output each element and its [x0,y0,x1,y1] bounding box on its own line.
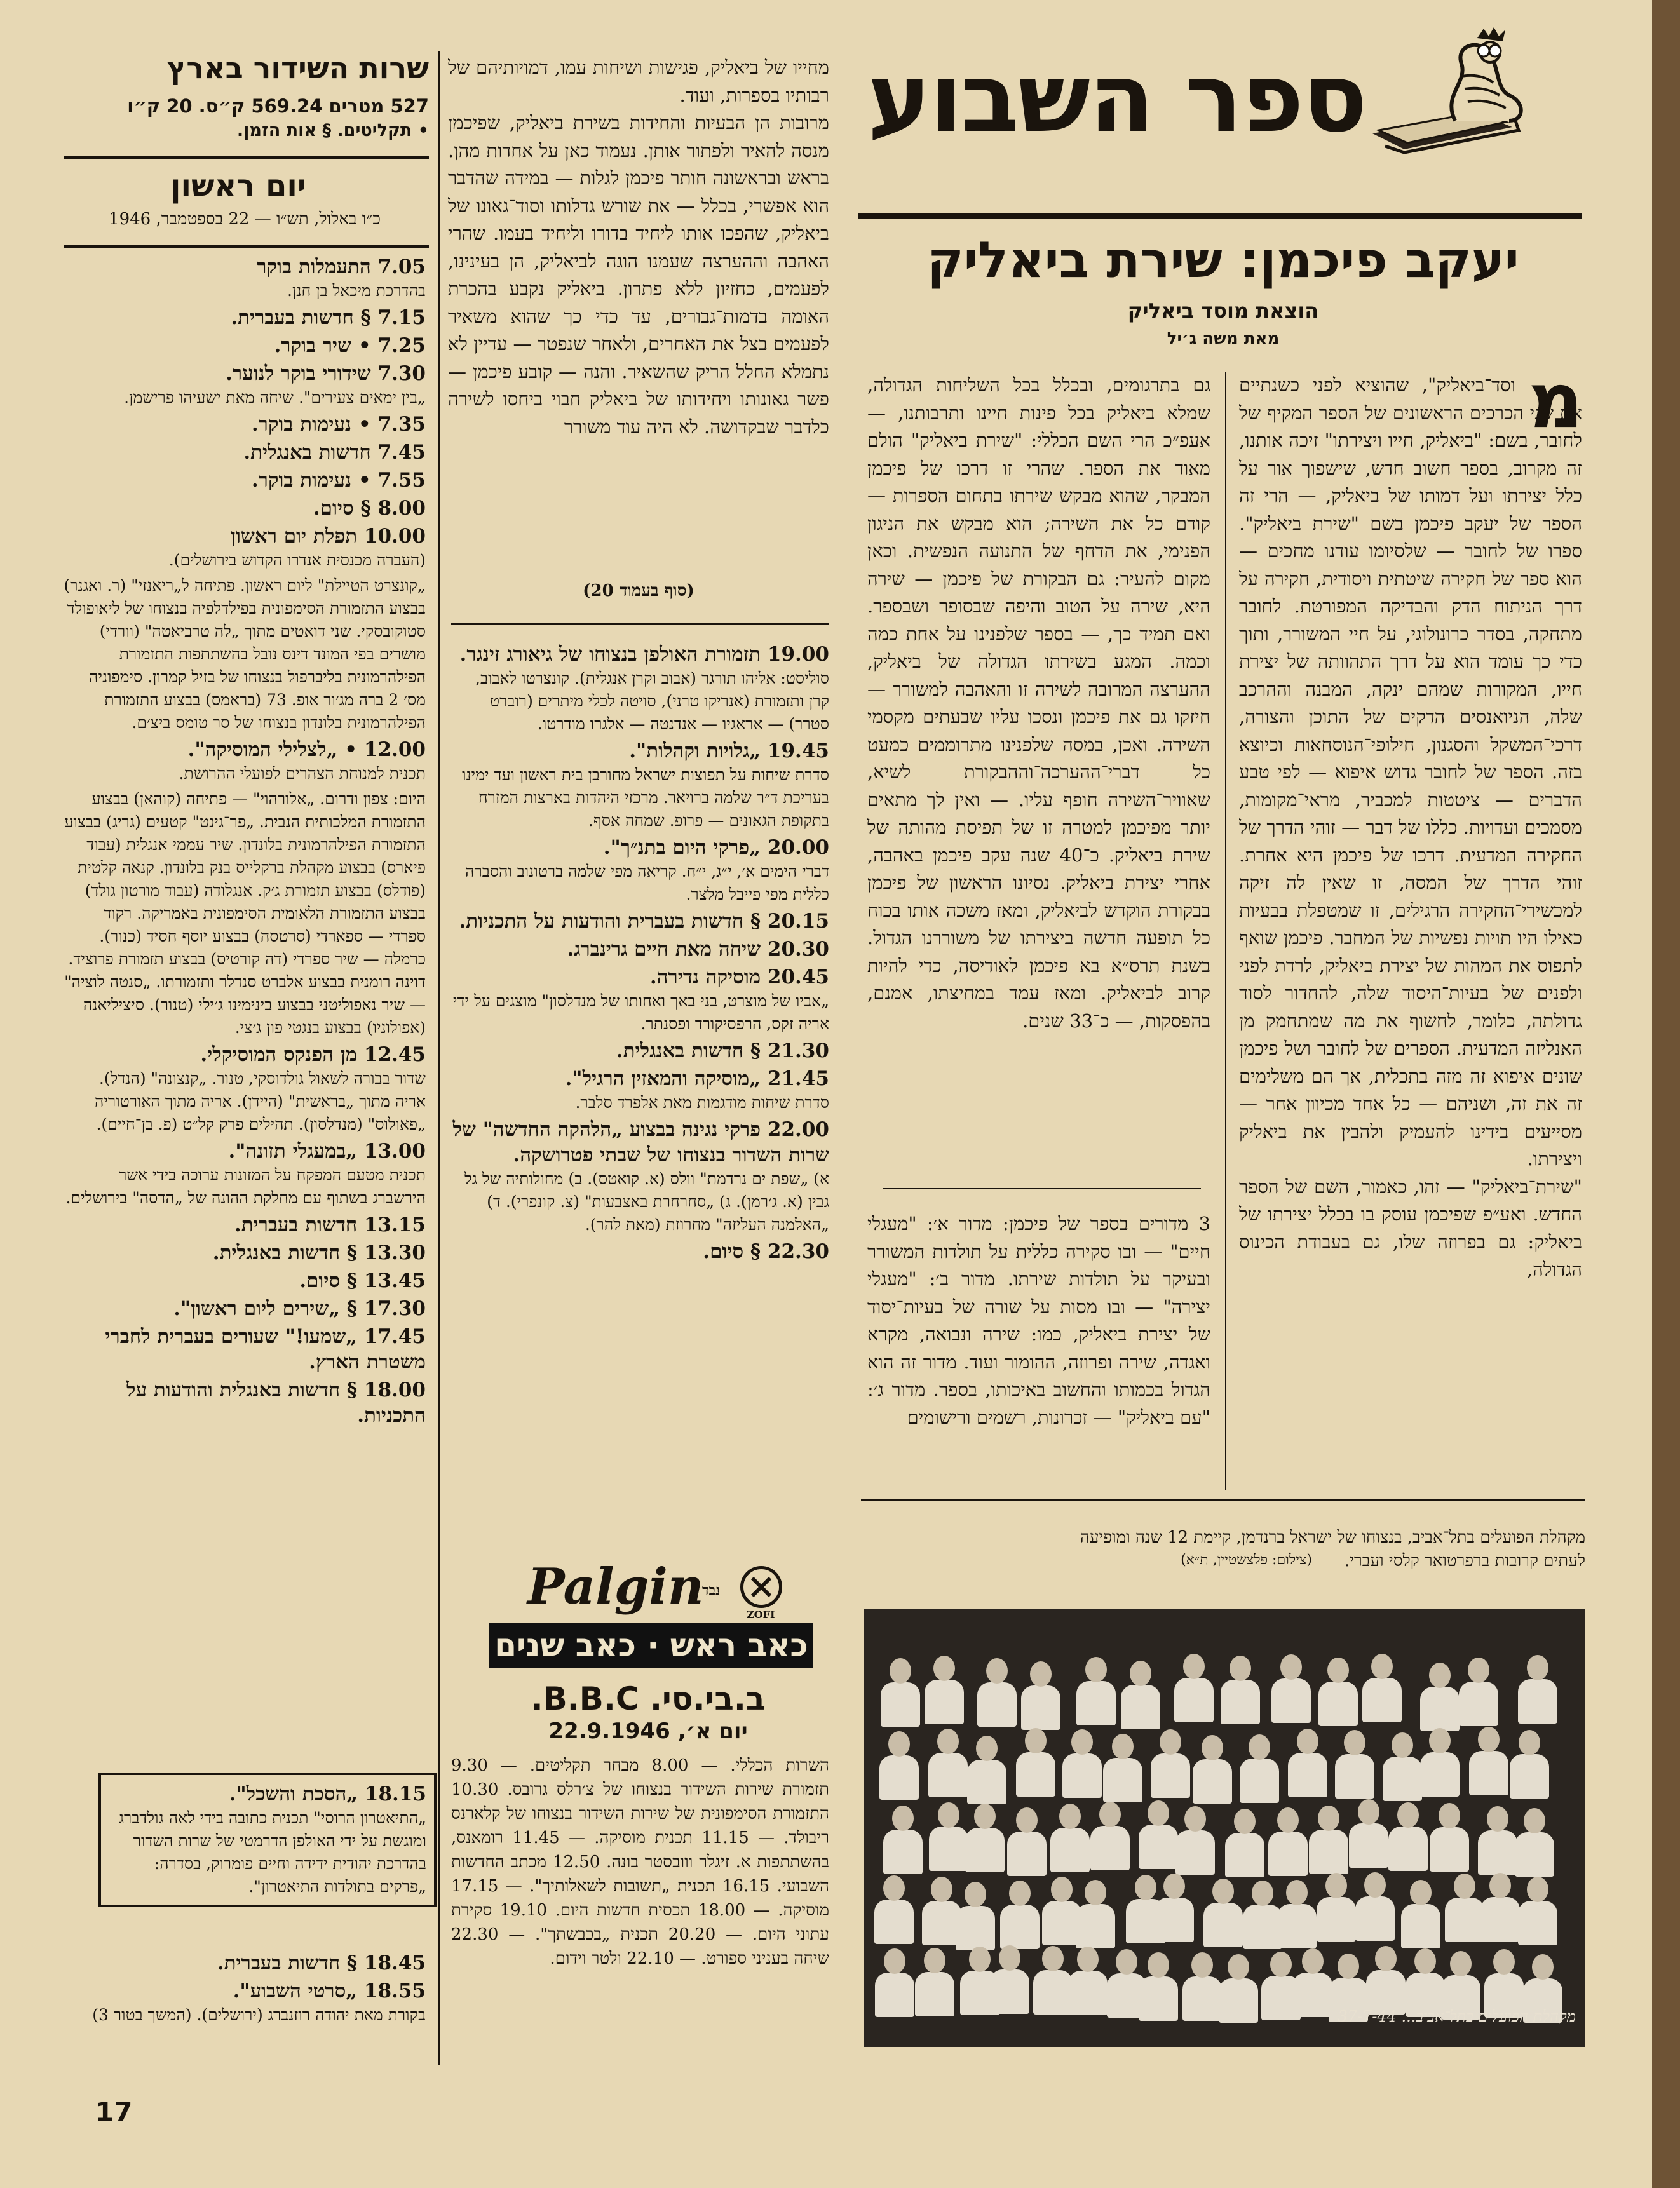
schedule-item [64,1042,426,1136]
schedule-desc: בקורת מאת יהודה רוזנברג (ירושלים). (המשך בטור 3) [92,2006,426,2024]
choir-face [976,1736,998,1761]
schedule-time: 19.00 תזמורת האולפן בנצוחו של גיאורג זינגר. [459,643,829,666]
schedule-item [64,440,426,465]
schedule-time: 20.15 § חדשות בעברית והודעות על התכניות. [459,910,829,933]
schedule-desc: „אביו של מוצרט, בני באך ואחותו של מנדלסון" מוצגים על ידי אריה זקס, הרפסיקורד ופסנתר. [452,992,829,1033]
col3-rule [451,623,829,625]
choir-member [1225,1833,1264,1877]
choir-member [1459,1682,1498,1726]
title-rule [858,213,1582,219]
choir-photo [864,1609,1585,2047]
column-divider-2 [438,51,440,2065]
boxed-desc: „התיאטרון הרוסי" תכנית כתובה בידי לאה גולדברג ומוגשת על ידי האולפן הדרמטי של שרות השדור בהדרכת יהודית ידידה וחיים פומרוק, בסדרה: „פרקים בתולדות התיאטרון". [118,1809,426,1896]
choir-face [1249,1734,1270,1760]
choir-face [1183,1654,1205,1679]
choir-face [1135,1875,1156,1900]
schedule-desc: דברי הימים א׳, י״ג, י״ח. קריאה מפי שלמה ברטונוב והסברה כללית מפי פייבל מלצר. [465,862,829,903]
choir-face [1527,1877,1548,1902]
schedule-desc: (העברה מכנסית אנדרו הקדוש בירושלים). [168,551,426,569]
publisher: הוצאת מוסד ביאליק [1127,299,1319,323]
schedule-time: 18.55 „סרטי השבוע". [233,1980,426,2002]
choir-member [1420,1752,1460,1797]
choir-member [1076,1904,1115,1948]
choir-member [1388,1827,1428,1871]
choir-face [969,1947,991,1972]
schedule-time: 22.30 § סיום. [703,1240,829,1263]
choir-face [1410,1880,1432,1905]
radio-rule [64,156,429,159]
choir-face [1487,1806,1508,1832]
choir-face [1202,1735,1223,1760]
choir-member [1103,1758,1142,1802]
choir-face [986,1658,1008,1684]
choir-face [1344,1730,1365,1755]
choir-face [924,1948,945,1973]
photo-caption-2: לעתים קרובות ברפרטואר קלסי ועברי. [1344,1551,1585,1570]
choir-face [884,1948,905,1974]
choir-face [1327,1658,1349,1683]
choir-member [1062,1753,1102,1798]
schedule-item [64,737,426,785]
choir-face [1016,1807,1038,1833]
schedule-item [64,1138,426,1210]
choir-member [1318,1682,1358,1726]
review-column-2a: גם בתרגומים, ובכלל בכל השליחות הגדולה, שמלא ביאליק בכל פינות חיינו ותרבותנו, — אעפ״כ הרי השם הכללי: "שירת ביאליק" הולם מאוד את הספר. שהרי זו דרכו של פיכמן המבקר, שהוא מבקש שירתו בתחום הספרות — קודם כל את השירה; הוא מבקש את הניגון הפנימי, את הדחף של התנועה הנפשית. וכאן מקום להעיר: גם הבקורת של פיכמן — שירה היא, שירה על הטוב והיפה שבסופר ושבספר. ואם תמיד כך, — בספר שלפנינו על אחת כמה וכמה. המגע בשירתו הגדולה של ביאליק, ההערצה המרובה לשירה זו והאהבה למשורר — חיזקו גם את פיכמן ונסכו עליו שבעתים מקסמי השירה. ואכן, במסה שלפנינו מתרוממים כמעט כל דברי־ההערכה־וההבקורת לשיא, שאוויר־השירה חופף עליו. — ואין לך מתאים יותר מפיכמן למטרה זו של תפיסת מהותה של שירת ביאליק. כ־40 שנה עקב פיכמן באהבה, אחרי יצירת ביאליק. נסיונו הראשון של פיכמן בבקורת הוקדש לביאליק, ומאז משכה אותו בכוח כל תופעה חדשה ביצירתו של משוררנו הגדול. בשנת תרס״א בא פיכמן לאודיסה, כדי להיות קרוב לביאליק. ומאז עמד במחיצתו, אמנם, בהפסקות, — כ־33 שנים. [867,374,1210,1032]
choir-face [1009,1881,1031,1906]
choir-member [1050,1828,1090,1872]
schedule-time: 7.05 התעמלות בוקר [257,255,426,278]
choir-member [1268,1832,1308,1876]
radio-day: יום ראשון [170,168,306,204]
schedule-time: 7.35 • נעימות בוקר. [251,413,426,436]
choir-member [1317,1897,1356,1942]
choir-face [1085,1880,1106,1905]
schedule-item [64,1950,426,1976]
choir-face [1429,1663,1451,1688]
choir-member [1243,1905,1282,1949]
choir-face [1439,1803,1460,1828]
choir-member [1203,1903,1243,1947]
schedule-item [64,361,426,409]
continued-note: (סוף בעמוד 20) [583,581,694,600]
schedule-item [451,1066,829,1114]
choir-face [1375,1946,1397,1971]
bbc-title: ב.בי.סי. B.B.C. [531,1680,766,1717]
choir-face [1358,1799,1379,1825]
schedule-item [64,333,426,358]
radio-date: כ״ו באלול, תש״ו — 22 בספטמבר, 1946 [109,210,381,229]
choir-member [1174,1678,1214,1722]
schedule-desc: בהדרכת מיכאל בן חנן. [287,281,426,300]
choir-member [925,1680,964,1724]
schedule-item [64,1212,426,1238]
choir-face [1325,1873,1347,1898]
choir-member [883,1830,923,1874]
section-divider [883,1188,1201,1189]
schedule-item [451,738,829,832]
schedule-time: 7.30 שידורי בוקר לנוער. [226,362,426,385]
choir-face [1286,1880,1308,1905]
choir-member [1076,1681,1116,1725]
choir-member [1309,1830,1348,1874]
schedule-time: 20.00 „פרקי היום בתנ״ך". [603,836,829,859]
choir-face [1252,1881,1273,1906]
choir-member [1518,1901,1557,1945]
schedule-time: 20.30 שיחה מאת חיים גרינברג. [567,938,829,961]
choir-face [1392,1732,1413,1758]
schedule-time: 10.00 תפלת יום ראשון [231,525,426,548]
palgin-ad [489,1558,813,1671]
choir-member [1420,1687,1460,1731]
choir-member [1445,1898,1484,1942]
photo-caption-1: מקהלת הפועלים בתל־אביב, בנצוחו של ישראל ברנדמן, קיימת 12 שנה ומופיעה [1080,1528,1585,1547]
choir-face [1478,1727,1500,1752]
choir-member [1355,1896,1395,1941]
schedule-time: 17.45 „שמעו!" שעורים בעברית לחברי משטרת הארץ. [105,1325,426,1374]
schedule-item [64,496,426,521]
choir-face [1270,1952,1292,1977]
choir-face [1077,1947,1099,1972]
choir-face [1302,1948,1324,1974]
palgin-brand: Palgin [527,1558,704,1616]
schedule-item [64,412,426,437]
schedule-item [64,1268,426,1293]
schedule-item [451,936,829,962]
choir-face [890,1658,911,1684]
choir-member [1518,1679,1557,1724]
choir-face [1163,1874,1185,1899]
choir-member [1288,1753,1327,1797]
choir-face [892,1806,914,1831]
schedule-item [64,1978,426,2027]
schedule-time: 21.45 „מוסיקה והמאזין הרגיל". [565,1067,829,1090]
choir-face [1160,1729,1181,1755]
schedule-time: 18.00 § חדשות באנגלית והודעות על התכניות. [126,1379,426,1427]
choir-member [1151,1753,1190,1798]
bbc-day: יום א׳, 22.9.1946 [548,1719,748,1744]
choir-face [1493,1949,1515,1975]
choir-member [1335,1754,1374,1799]
schedule-desc: „בין ימאים צעירים". שיחה מאת ישעיהו פרישמן. [124,388,426,407]
schedule-item [451,908,829,934]
page-edge [1652,0,1680,2188]
choir-face [1397,1802,1419,1828]
choir-face [1532,1954,1554,1980]
choir-face [1130,1661,1151,1686]
choir-face [1148,1952,1169,1978]
choir-member [1510,1754,1549,1799]
choir-face [974,1804,996,1829]
schedule-item [64,523,426,572]
choir-member [1000,1905,1040,1949]
choir-face [1116,1949,1137,1975]
schedule-item [64,1296,426,1321]
schedule-time: 7.55 • נעימות בוקר. [251,469,426,492]
choir-face [1085,1657,1107,1682]
schedule-desc: א) „שפת ים נרדמת" וולס (א. קואטס). ב) מחולותיה של גל גבין (א. ג׳רמן). ג) „סחרחרת באצבעות" (צ. קונפרי). ד) „האלמנה העליזה" מחרוזת (מאת להר). [464,1170,829,1234]
choir-member [1277,1904,1317,1948]
choir-member [1362,1678,1402,1722]
byline: מאת משה ג׳יל [1167,329,1280,348]
choir-face [1524,1808,1545,1833]
choir-face [1280,1654,1302,1680]
choir-member [1469,1751,1508,1795]
choir-face [1468,1658,1489,1683]
choir-member [1090,1826,1130,1870]
choir-member [1007,1832,1047,1876]
radio-schedule-end [64,1950,426,2029]
choir-face [1429,1728,1451,1753]
review-column-2b: 3 מדורים בספר של פיכמן: מדור א׳: "מעגלי חיים" — ובו סקירה כללית על תולדות המשורר ובעיקר על תולדות שירתו. מדור ב׳: "מעגלי יצירה" — ובו מסות על שורה של בעיות־יסוד של יצירת ביאליק, כמו: שירה ונבואה, מקרא ואגדה, שירה ופרוזה, ההומור ועוד. מדור זה הוא הגדול בכמותו והחשוב באיכותו, בספר. מדור ג׳: "עם ביאליק" — זכרונות, רשמים ורישומים [867,1213,1210,1428]
choir-member [1016,1752,1055,1797]
choir-member [1515,1832,1554,1877]
schedule-item [64,574,426,734]
choir-face [1414,1948,1436,1974]
choir-member [879,1755,919,1800]
column-divider [1225,372,1226,1490]
choir-member [1430,1827,1469,1872]
schedule-time: 17.30 § „שירים ליום ראשון". [173,1297,426,1320]
schedule-time: 7.25 • שיר בוקר. [274,334,426,357]
choir-member [929,1827,968,1871]
radio-schedule [64,254,426,1766]
choir-face [999,1945,1020,1971]
cross-icon [743,1569,779,1605]
schedule-item [64,254,426,302]
schedule-item [64,788,426,1039]
choir-face [1191,1952,1213,1978]
choir-face [1228,1954,1249,1980]
choir-face [1059,1804,1081,1829]
choir-member [1175,1830,1215,1875]
palgin-slogan: כאב ראש · כאב שנים [489,1623,813,1668]
choir-face [1277,1807,1299,1833]
choir-face [1527,1655,1548,1680]
choir-face [1230,1656,1251,1681]
bbc-schedule: השרות הכללי. — 8.00 מבחר תקליטים. — 9.30 תזמורת שירות השידור בנצוחו של צ׳רלס גרובס. 10.30 התזמורת הסימפונית של שירות השידור בנצוחו של קלארנס ריבולד. — 11.15 תכנית מוסיקה. — 11.45 רומאנס, בהשתתפות א. זיגלר ווובסטר בונה. 12.50 מכתב החדשות השבועי. 16.15 תכנית „תשובות לשאלותיך". — 17.15 מוסיקה. — 18.00 תכסית חדשות היום. 19.10 סקירת עתוני היום. — 20.20 תכנית „בכבשתך". — 22.30 שיחה בעניני ספורט. — 22.10 ולטר וידום. [451,1756,829,1968]
choir-face [1042,1946,1064,1971]
choir-member [956,1906,995,1950]
schedule-time: 20.45 מוסיקה נדירה. [649,966,829,989]
schedule-time: 13.15 חדשות בעברית. [234,1213,426,1236]
photo-rule [861,1499,1585,1501]
schedule-item [64,1324,426,1375]
schedule-time: 8.00 § סיום. [313,497,426,520]
radio-rule-2 [64,245,429,248]
choir-face [888,1731,910,1757]
schedule-time: 7.15 § חדשות בעברית. [231,306,426,329]
review-column-1: וסד־ביאליק", שהוציא לפני כשנתיים את שני הכרכים הראשונים של הספר המקיף של לחובר, בשם: "ביאליק, חייו ויצירתו" זיכה אותנו, זה מקרוב, בספר חשוב חדש, שישפוך אור על כלל יצירתו ועל דמותו של ביאליק, — הרי זה הספר של יעקב פיכמן בשם "שירת ביאליק". ספרו של לחובר — שלסיומו עודנו מחכים — הוא ספר של חקירה שיטתית ויסודית, חקירה על דרך הניתוח הדק והבדיקה המפורטת. לחובר מתחקה, בסדר כרונולוגי, על חיי המשורר, ותוך כדי כך עומד הוא על דרך התהוותה של יצירת חייו, המקורות שמהם ינקה, המבנה וההרכב שלה, הניואנסים הדקים של התוכן והצורה, דרכי־המשקל והסגנון, חילופי־הנוסחאות וכיוצא בזה. הספר של לחובר גדוש איפוא — לפי טבע הדברים — ציטטות למכביר, מראי־מקומות, מסמכים ועדויות. כללו של דבר — זוהי הדרך של החקירה המדעית. דרכו של פיכמן היא אחרת. זוהי הדרך של המסה, זו שאין לה זיקה למכשירי־החקירה הרגילים, זו שמטפלת בבעיות כאילו היו תויות נפשיות של המחבר. פיכמן שואף לתפוס את המהות של יצירת ביאליק, לרדת לפני ולפנים של בעיות־היסוד שלה, להחדור לסוד גדולתה, כלומר, לחשוף את מה שמתחמק מן האנליזה המדעית. הספרים של לחובר ושל פיכמן שונים איפוא זה מזה בתכלית, אך הם משלימים זה את זה, ושניהם — כל אחד מכיוון אחר — מסייעים בידינו להעמיק ולהבין את ביאליק ויצירתו. "שירת־ביאליק" — זהו, כאמור, השם של הספר החדש. ואע״פ שפיכמן עוסק בו בכלל יצירתו של ביאליק: גם בפרוזה שלו, גם בעבודת הכינוס הגדולה, [1239,374,1582,1280]
choir-face [1148,1800,1169,1826]
schedule-desc: תכנית למנוחת הצהרים לפועלי ההרושת. [179,764,426,783]
schedule-item [451,1038,829,1064]
choir-member [1021,1685,1060,1730]
schedule-item [64,305,426,330]
radio-frequency: 527 מטרים 569.24 ק״ס. 20 ק״ו [127,95,429,117]
choir-face [1297,1729,1318,1754]
choir-face [1450,1951,1472,1976]
choir-face [1318,1806,1339,1831]
choir-member [965,1828,1005,1872]
choir-member [1042,1901,1081,1945]
choir-member [881,1682,920,1727]
choir-member [1383,1757,1422,1801]
choir-face [1338,1954,1359,1979]
choir-face [938,1802,959,1828]
photo-inscription: מקהלת הפועלים בתל־אביב... 37-7-44 [1338,2008,1576,2025]
choir-face [1364,1872,1386,1898]
choir-face [931,1877,952,1902]
choir-face [933,1656,955,1681]
photo-credit: (צילום: פלצשטיין, ת״א) [1181,1552,1312,1568]
choir-face [1371,1654,1393,1679]
schedule-item [451,1117,829,1236]
review-column-3: מחייו של ביאליק, פגישות ושיחות עמו, דמויותיהם של רבותיו בספרות, ועוד. מרובות הן הבעיות והחידות בשירת ביאליק, שפיכמן מנסה להאיר ולפתור אותן. נעמוד כאן על אחדות מהן. בראש ובראשונה חותר פיכמן לגלות — במידה שהדבר הוא אפשרי, בכלל — את שורש גדלותו וסוד־גאונו של ביאליק, שהפכו אותו ליחיד בדורו וליחיד בעמו. שהרי האהבה וההערצה שעמנו הוגה לביאליק, הן בעינינו, לפעמים, כחזיון ללא פתרון. ביאליק נקבע בהכרת האומה בדמות־גבורים, עד כדי כך שהוא משאיר לפעמים בצל את האחרים, ולאחר שנפטר — עדיין לא נתמלא החלל הריק שהשאיר. והנה — קובע פיכמן — פשר גאונותו ויחידותו של ביאליק חבוי ביחסו לשירה כלדבר שבקדושה. לא היה עוד משורר [448,57,829,438]
review-title: יעקב פיכמן: שירת ביאליק [927,232,1519,289]
choir-member [1139,1825,1178,1869]
schedule-time: 12.00 • „לצלילי המוסיקה". [187,738,426,761]
choir-face [965,1882,986,1907]
schedule-time: 7.45 חדשות באנגלית. [243,441,426,464]
choir-face [1112,1734,1134,1759]
schedule-desc: שדור בבורה לשאול גולדוסקי, טנור. „קנצונה" (הנדל). אריה מתוך „בראשית" (היידן). אריה מתוך האורטוריה „פאולוס" (מנדלסון). תהילים פרק קל״ט (פ. בן־חיים). [95,1069,426,1133]
choir-face [1030,1661,1052,1687]
choir-member [967,1760,1006,1804]
choir-face [1184,1806,1206,1832]
choir-member [1478,1830,1517,1875]
schedule-item [64,1240,426,1266]
schedule-time: 13.45 § סיום. [299,1269,426,1292]
choir-member [1221,1680,1260,1724]
schedule-time: 18.45 § חדשות בעברית. [217,1952,426,1975]
choir-face [1519,1730,1540,1755]
choir-face [1051,1877,1073,1902]
schedule-desc: „קונצרט הטיילת" ליום ראשון. פתיחה ל„ריאנזי" (ר. ואגנר) בבצוע התזמורת הסימפונית בפילדלפיה בנצוחו של ליאופולד סטוקובסקי. שני דואטים מתוך „לה טרביאטה" (וורדי) מושרים בפי המונד דינס נובל בהשתתפות התזמורת הפילהרמונית בליברפול בנצוחו של בזיל קמרון. סימפוניה מס׳ 2 ברה מג׳ור אופ. 73 (בראמס) בבצוע התזמורת הפילהרמונית בלונדון בנצוחו של סר טומס ביצ׳ם. [64,576,426,732]
choir-member [874,1900,914,1944]
radio-boxed-item [98,1773,437,1907]
choir-face [1025,1728,1047,1753]
drop-cap: מ [1528,357,1583,445]
schedule-time: 22.00 פרקי נגינה בבצוע „הלהקה החדשה" של שרות השדור בנצוחו של שבתי פטרושקה. [452,1118,829,1166]
choir-member [1349,1823,1388,1868]
choir-member [1401,1904,1440,1948]
choir-member [977,1682,1017,1727]
choir-member [1193,1759,1232,1804]
schedule-desc: סוליסט: אליהו תורגר (אבוב וקרן אנגלית). קונצרטו לאבוב, קרן ותזמורת (אנריקו טרני), סויטה לכלי מיתרים (רוברט סטרר) — אראגיו — אנדנטה — אלגרו מודרטו. [475,669,829,733]
choir-member [928,1753,968,1797]
choir-face [1234,1809,1256,1834]
schedule-item [451,642,829,736]
choir-face [1489,1873,1511,1898]
choir-member [1480,1897,1520,1942]
schedule-time: 13.30 § חדשות באנגלית. [212,1241,426,1264]
section-title: ספר השבוע [867,43,1366,154]
choir-face [1071,1729,1093,1755]
radio-header: שרות השידור בארץ [166,51,429,85]
schedule-desc: היום: צפון ודרום. „אלורהוי" — פתיחה (קוהאן) בבצוע התזמורת המלכותית הנבית. „פר־גינט" קטעים (גריג) בבצוע התזמורת הפילהרמונית בלונדון. שיר עממי אנגלית (עבוד פיארס) בבצוע מקהלת ברקלייס בנק בלונדון. קנאה קלטית (פודלס) בבצוע תזמורת ג׳ק. אנגלודה (עבוד מורטון גולד) בבצוע התזמורת הלאומית הסימפונית באמריקה. רקוד ספרדי — ספארדי (סרטסה) בבצוע יוסף חסיד (כנור). כרמלה — שיר ספרדי (דה קורטיס) בבצוע תזמורת פרוציד. דוינה רומנית בבצוע אלברט סנדלר ותזמורתו. „סנטה לוציה" — שיר נאפוליטני בבצוע בינימינו ג׳ילי (טנור). סיציליאנה (אפולוניו) בבצוע בנגטי פון ג׳צי. [64,790,426,1037]
schedule-time: 12.45 מן הפנקס המוסיקלי. [200,1043,426,1066]
schedule-item [64,1377,426,1428]
choir-member [1121,1685,1160,1729]
schedule-time: 19.45 „גלויות וקהלות". [629,739,829,762]
schedule-item [64,468,426,493]
schedule-desc: סדרת שיחות מודגמות מאת אלפרד סלבר. [575,1093,829,1112]
radio-schedule-evening [451,642,829,1267]
palgin-logo-text: ZOFI [747,1609,775,1621]
choir-face [1212,1879,1234,1904]
palgin-logo [740,1566,782,1608]
choir-member [1240,1759,1279,1803]
boxed-time: 18.15 „הסכת והשכל". [229,1783,426,1806]
radio-legend: • תקליטים. § אות הזמן. [236,121,429,140]
schedule-time: 21.30 § חדשות באנגלית. [616,1039,829,1062]
page-number: 17 [95,2097,133,2128]
choir-face [883,1875,905,1901]
schedule-time: 13.00 „במעגלי תזונה". [228,1140,426,1163]
palgin-tag: נבד [702,1582,721,1598]
schedule-item [451,964,829,1036]
schedule-desc: תכנית מטעם המפקח על המזונות ערוכה בידי אשר הירשברג בשתוף עם מחלקת ההונה של „הדסה" בירושלים. [65,1166,426,1207]
schedule-item [451,835,829,906]
bookworm-illustration [1360,25,1550,172]
schedule-item [451,1239,829,1264]
choir-face [1454,1874,1475,1899]
schedule-desc: סדרת שיחות על תפוצות ישראל מחורבן בית ראשון ועד ימינו בעריכת ד״ר שלמה ברויאר. מרכזי היהדות בארצות המזרח בתקופת הגאונים — פרופ. שמחה אסף. [462,766,829,830]
choir-member [1271,1678,1311,1723]
choir-face [937,1729,959,1754]
choir-member [1155,1898,1194,1942]
choir-face [1099,1802,1121,1827]
